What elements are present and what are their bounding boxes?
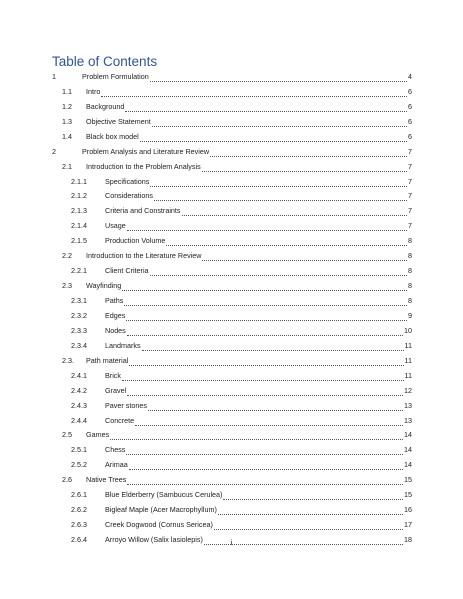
toc-entry-page: 8	[408, 251, 412, 261]
toc-entry-label: Background	[86, 101, 125, 111]
toc-entry[interactable]	[52, 309, 412, 324]
dot-leader	[210, 155, 407, 157]
toc-entry-page: 11	[404, 340, 412, 350]
dot-leader	[126, 319, 407, 321]
toc-entry-number: 2.3.3	[71, 325, 87, 335]
dot-leader	[135, 424, 403, 426]
toc-entry[interactable]	[52, 85, 412, 100]
toc-entry-page: 8	[408, 236, 412, 246]
dot-leader	[150, 80, 407, 82]
toc-entry[interactable]	[52, 204, 412, 219]
dot-leader	[122, 289, 407, 291]
toc-entry-page: 11	[404, 370, 412, 380]
toc-entry-label: Usage	[105, 221, 126, 231]
toc-entry-page: 8	[408, 296, 412, 306]
dot-leader	[101, 95, 407, 97]
toc-entry-page: 6	[408, 101, 412, 111]
toc-entry-label: Gravel	[105, 385, 127, 395]
toc-entry-label: Criteria and Constraints	[105, 206, 181, 216]
toc-entry-number: 2.1.1	[71, 176, 87, 186]
toc-entry[interactable]	[52, 473, 412, 488]
toc-entry-number: 2.4.4	[71, 415, 87, 425]
toc-entry-label: Paths	[105, 296, 124, 306]
toc-entry[interactable]	[52, 264, 412, 279]
toc-title: Table of Contents	[52, 54, 158, 69]
dot-leader	[150, 185, 407, 187]
toc-entry[interactable]	[52, 294, 412, 309]
toc-entry-page: 10	[404, 325, 412, 335]
dot-leader	[129, 468, 403, 470]
toc-entry-number: 2.1.3	[71, 206, 87, 216]
toc-entry-number: 1.4	[62, 131, 72, 141]
toc-entry-label: Problem Formulation	[82, 71, 149, 81]
toc-entry-page: 8	[408, 266, 412, 276]
toc-entry[interactable]	[52, 458, 412, 473]
dot-leader	[127, 394, 403, 396]
toc-entry-page: 9	[408, 310, 412, 320]
dot-leader	[202, 170, 407, 172]
toc-entry[interactable]	[52, 384, 412, 399]
toc-entry-label: Bigleaf Maple (Acer Macrophyllum)	[105, 505, 217, 515]
toc-entry-label: Nodes	[105, 325, 126, 335]
toc-entry[interactable]	[52, 115, 412, 130]
toc-entry[interactable]	[52, 145, 412, 160]
toc-entry-label: Chess	[105, 445, 126, 455]
dot-leader	[127, 483, 403, 485]
dot-leader	[127, 334, 403, 336]
toc-entry-label: Arimaa	[105, 460, 128, 470]
dot-leader	[154, 199, 407, 201]
dot-leader	[142, 349, 404, 351]
toc-entry-number: 2.5	[62, 430, 72, 440]
toc-entry-page: 12	[404, 385, 412, 395]
toc-entry-page: 6	[408, 86, 412, 96]
toc-entry-number: 2.5.1	[71, 445, 87, 455]
dot-leader	[127, 229, 407, 231]
toc-entry-label: Games	[86, 430, 110, 440]
toc-entry-label: Wayfinding	[86, 281, 122, 291]
dot-leader	[126, 453, 403, 455]
toc-entry[interactable]	[52, 339, 412, 354]
dot-leader	[124, 304, 407, 306]
toc-entry-page: 7	[408, 221, 412, 231]
toc-entry[interactable]	[52, 175, 412, 190]
toc-entry-page: 17	[404, 520, 412, 530]
toc-entry-label: Introduction to the Literature Review	[86, 251, 202, 261]
toc-entry-page: 7	[408, 146, 412, 156]
toc-entry-label: Specifications	[105, 176, 150, 186]
dot-leader	[129, 364, 403, 366]
toc-entry[interactable]	[52, 324, 412, 339]
toc-entry-label: Black box model	[86, 131, 139, 141]
dot-leader	[140, 140, 407, 142]
toc-entry-number: 2.4.1	[71, 370, 87, 380]
toc-entry-label: Brick	[105, 370, 121, 380]
toc-entry-page: 6	[408, 131, 412, 141]
toc-entry-number: 1.3	[62, 116, 72, 126]
toc-entry-number: 2.3.1	[71, 296, 87, 306]
toc-entry-number: 2.6	[62, 475, 72, 485]
toc-entry-number: 1.2	[62, 101, 72, 111]
toc-entry-number: 2.4.3	[71, 400, 87, 410]
toc-entry-number: 1.1	[62, 86, 72, 96]
toc-entry-label: Client Criteria	[105, 266, 149, 276]
toc-entry-page: 14	[404, 445, 412, 455]
toc-entry-label: Path material	[86, 355, 129, 365]
toc-entry-number: 2.1.2	[71, 191, 87, 201]
toc-entry-page: 14	[404, 430, 412, 440]
toc-entry-number: 2.6.3	[71, 520, 87, 530]
toc-entry-number: 2.3.	[62, 355, 74, 365]
dot-leader	[202, 259, 407, 261]
toc-entry[interactable]	[52, 399, 412, 414]
dot-leader	[150, 274, 407, 276]
toc-entry-page: 13	[404, 415, 412, 425]
dot-leader	[182, 214, 407, 216]
toc-entry-number: 2.6.1	[71, 490, 87, 500]
toc-entry[interactable]	[52, 190, 412, 205]
toc-entry-label: Considerations	[105, 191, 153, 201]
toc-entry-number: 2.4.2	[71, 385, 87, 395]
toc-entry-page: 7	[408, 206, 412, 216]
toc-entry[interactable]	[52, 100, 412, 115]
toc-entry-label: Arroyo Willow (Salix lasiolepis)	[105, 535, 203, 545]
toc-entry-number: 2.6.4	[71, 535, 87, 545]
toc-entry-number: 2.2.1	[71, 266, 87, 276]
toc-entry-page: 14	[404, 460, 412, 470]
dot-leader	[110, 438, 403, 440]
toc-entry-number: 2	[52, 146, 56, 156]
toc-entry-page: 7	[408, 161, 412, 171]
dot-leader	[122, 379, 404, 381]
toc-entry-label: Problem Analysis and Literature Review	[82, 146, 210, 156]
toc-entry-label: Edges	[105, 310, 126, 320]
toc-entry-page: 15	[404, 475, 412, 485]
toc-entry[interactable]	[52, 70, 412, 85]
toc-entry[interactable]	[52, 279, 412, 294]
toc-entry[interactable]	[52, 369, 412, 384]
toc-entry[interactable]	[52, 160, 412, 175]
toc-entry[interactable]	[52, 443, 412, 458]
toc-entry-page: 6	[408, 116, 412, 126]
toc-entry[interactable]	[52, 488, 412, 503]
toc-entry[interactable]	[52, 219, 412, 234]
toc-entry[interactable]	[52, 234, 412, 249]
toc-entry-number: 1	[52, 71, 56, 81]
toc-entry-number: 2.3	[62, 281, 72, 291]
toc-entry-label: Objective Statement	[86, 116, 151, 126]
toc-entry-label: Intro	[86, 86, 101, 96]
toc-entry-page: 13	[404, 400, 412, 410]
dot-leader	[214, 528, 403, 530]
toc-entry-page: 7	[408, 191, 412, 201]
toc-entry[interactable]	[52, 354, 412, 369]
toc-entry-number: 2.5.2	[71, 460, 87, 470]
toc-entry-number: 2.1.5	[71, 236, 87, 246]
toc-entry-label: Concrete	[105, 415, 135, 425]
toc-entry-number: 2.1	[62, 161, 72, 171]
toc-list	[52, 70, 412, 548]
toc-entry[interactable]	[52, 518, 412, 533]
toc-entry-label: Introduction to the Problem Analysis	[86, 161, 201, 171]
toc-entry-label: Production Volume	[105, 236, 166, 246]
toc-entry-number: 2.3.2	[71, 310, 87, 320]
toc-entry[interactable]	[52, 429, 412, 444]
toc-entry-label: Native Trees	[86, 475, 127, 485]
toc-entry-page: 11	[404, 355, 412, 365]
toc-entry-label: Landmarks	[105, 340, 141, 350]
toc-entry-number: 2.1.4	[71, 221, 87, 231]
toc-entry-number: 2.3.4	[71, 340, 87, 350]
toc-entry[interactable]	[52, 414, 412, 429]
dot-leader	[166, 244, 407, 246]
toc-entry[interactable]	[52, 130, 412, 145]
dot-leader	[218, 513, 403, 515]
toc-entry-number: 2.6.2	[71, 505, 87, 515]
toc-entry-page: 16	[404, 505, 412, 515]
toc-entry[interactable]	[52, 503, 412, 518]
dot-leader	[152, 125, 407, 127]
dot-leader	[223, 498, 403, 500]
toc-entry-page: 7	[408, 176, 412, 186]
toc-entry-number: 2.2	[62, 251, 72, 261]
toc-entry-page: 15	[404, 490, 412, 500]
toc-entry-page: 4	[408, 71, 412, 81]
toc-entry-page: 8	[408, 281, 412, 291]
dot-leader	[125, 110, 407, 112]
toc-entry-label: Blue Elderberry (Sambucus Cerulea)	[105, 490, 223, 500]
toc-entry-label: Creek Dogwood (Cornus Sericea)	[105, 520, 213, 530]
page-number-footer: i	[230, 538, 233, 547]
toc-entry-page: 18	[404, 535, 412, 545]
toc-entry[interactable]	[52, 249, 412, 264]
dot-leader	[148, 409, 403, 411]
toc-entry-label: Paver stones	[105, 400, 147, 410]
